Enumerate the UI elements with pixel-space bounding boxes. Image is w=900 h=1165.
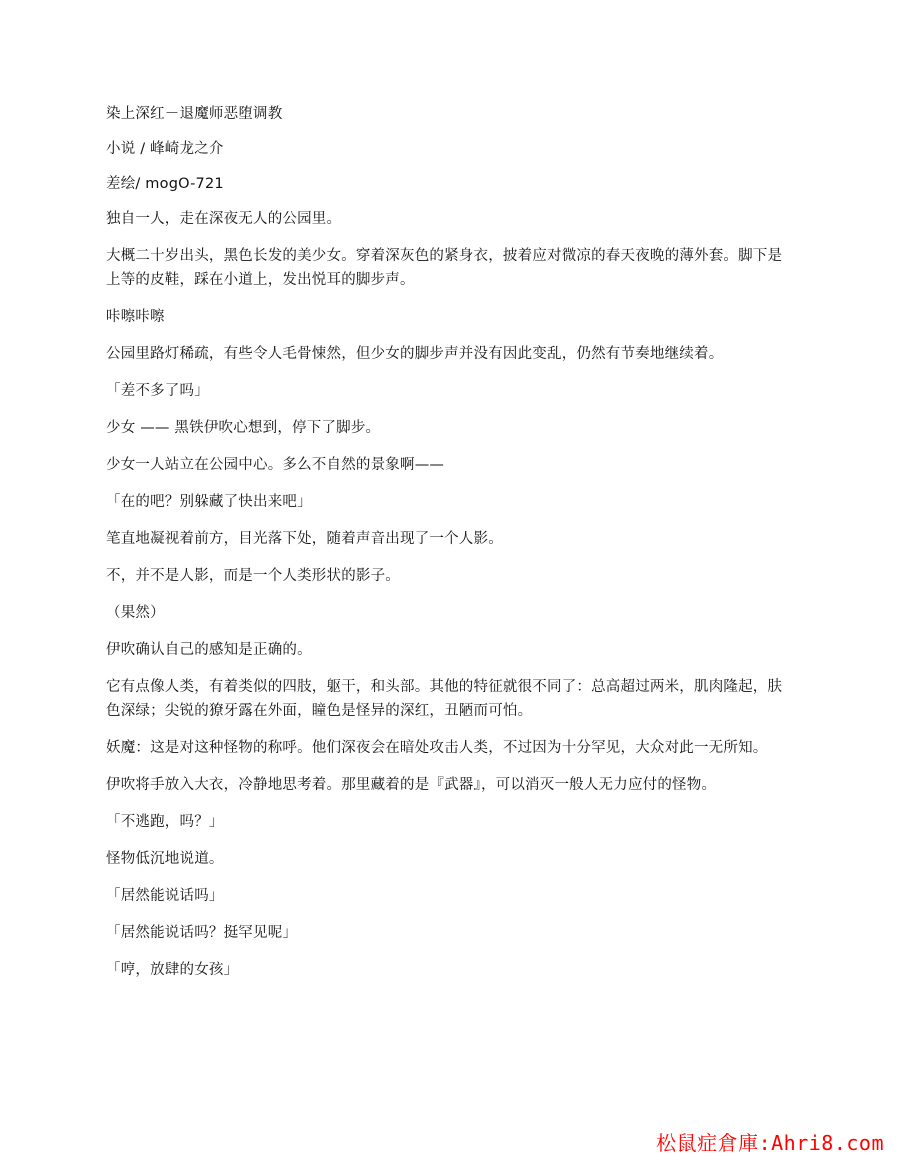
paragraph: 伊吹确认自己的感知是正确的。 bbox=[106, 642, 312, 658]
document-title: 染上深红－退魔师恶堕调教 bbox=[106, 106, 283, 122]
paragraph: 「居然能说话吗？挺罕见呢」 bbox=[106, 925, 298, 941]
paragraph: 「不逃跑，吗？」 bbox=[106, 814, 224, 830]
paragraph: 「差不多了吗」 bbox=[106, 383, 209, 399]
paragraph: 怪物低沉地说道。 bbox=[106, 851, 224, 867]
paragraph: 少女一人站立在公园中心。多么不自然的景象啊—— bbox=[106, 457, 445, 473]
paragraph: 大概二十岁出头，黑色长发的美少女。穿着深灰色的紧身衣，披着应对微凉的春天夜晚的薄外套。脚下是上等的皮鞋，踩在小道上，发出悦耳的脚步声。 bbox=[106, 248, 783, 288]
paragraph: 公园里路灯稀疏，有些令人毛骨悚然，但少女的脚步声并没有因此变乱，仍然有节奏地继续着。 bbox=[106, 346, 724, 362]
paragraph: 少女 —— 黑铁伊吹心想到，停下了脚步。 bbox=[106, 420, 381, 436]
paragraph: 咔嚓咔嚓 bbox=[106, 309, 165, 325]
paragraph: 它有点像人类，有着类似的四肢，躯干，和头部。其他的特征就很不同了：总高超过两米，肌肉隆起，肤色深绿；尖锐的獠牙露在外面，瞳色是怪异的深红，丑陋而可怕。 bbox=[106, 679, 783, 719]
author-line: 小说 / 峰崎龙之介 bbox=[106, 141, 224, 157]
document-body bbox=[106, 102, 796, 995]
paragraph: 「在的吧？别躲藏了快出来吧」 bbox=[106, 494, 312, 510]
paragraph: 「居然能说话吗」 bbox=[106, 888, 224, 904]
paragraph: 「哼，放肆的女孩」 bbox=[106, 962, 239, 978]
watermark-text: 松鼠症倉庫:Ahri8.com bbox=[656, 1131, 884, 1155]
paragraph: 妖魔：这是对这种怪物的称呼。他们深夜会在暗处攻击人类，不过因为十分罕见，大众对此一无所知。 bbox=[106, 740, 768, 756]
paragraph: 不，并不是人影，而是一个人类形状的影子。 bbox=[106, 568, 400, 584]
paragraph: （果然） bbox=[106, 605, 165, 621]
paragraph: 笔直地凝视着前方，目光落下处，随着声音出现了一个人影。 bbox=[106, 531, 503, 547]
illustrator-line: 差绘/ mogO-721 bbox=[106, 176, 224, 192]
paragraph: 伊吹将手放入大衣，冷静地思考着。那里藏着的是『武器』，可以消灭一般人无力应付的怪物。 bbox=[106, 777, 717, 793]
paragraph: 独自一人，走在深夜无人的公园里。 bbox=[106, 211, 342, 227]
